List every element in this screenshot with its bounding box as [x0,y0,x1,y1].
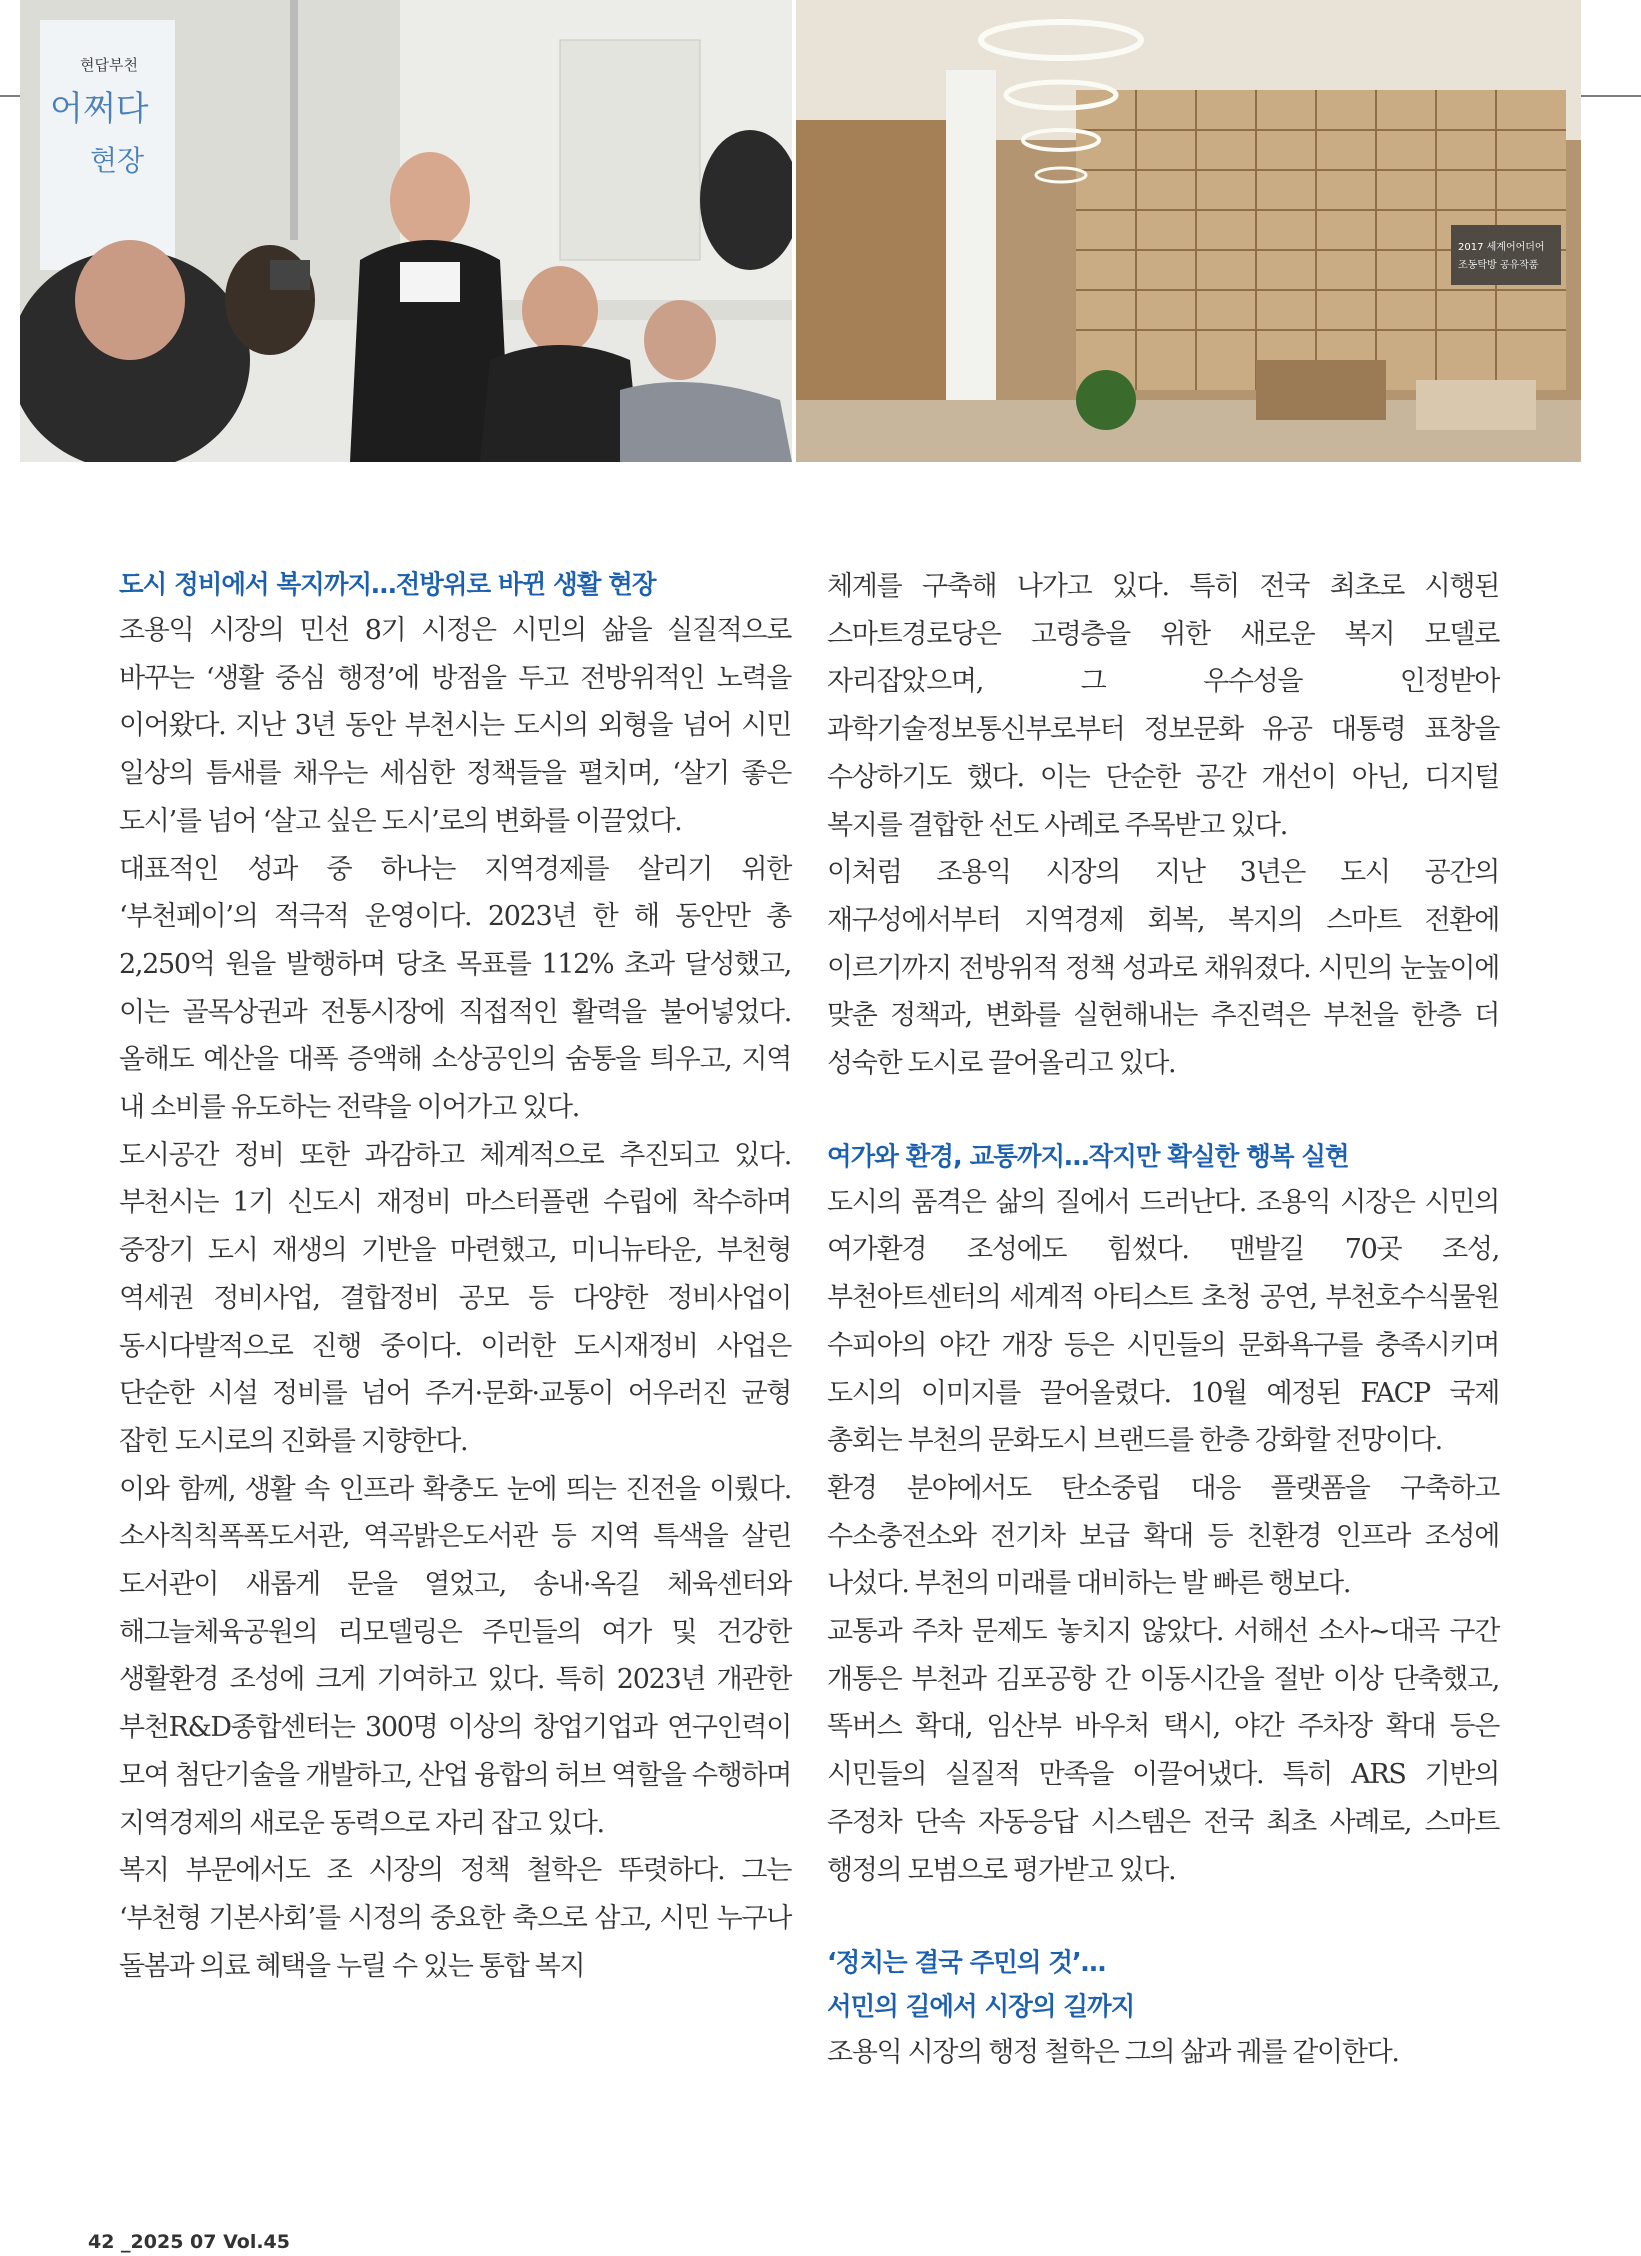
photo-library-illustration [796,0,1581,462]
section-heading-urban-welfare: 도시 정비에서 복지까지…전방위로 바뀐 생활 현장 [119,570,656,600]
photo-mayor-illustration [20,0,792,462]
banner-text-3: 현장 [90,144,145,177]
paragraph-transport: 교통과 주차 문제도 놓치지 않았다. 서해선 소사~대곡 구간 개통은 부천과 김포공항 간 이동시간을 절반 이상 단축했고, 똑버스 확대, 임산부 바우처 택시, 야간 주차장 확대 등은 시민들의 실질적 만족을 이끌어냈다. 특히 ARS 기반의 주정차 단속 자동응답 시스템은 전국 최초 사례로, 스마트 행정의 모범으로 평가받고 있다. [827,1616,1499,1886]
photo-library-interior [796,0,1581,462]
section-spacer [827,1894,1499,1941]
photo-mayor-with-citizens [20,0,792,462]
library-banner-line1: 2017 세계어어더어 [1458,242,1545,253]
article-column-right [827,563,1499,2077]
paragraph-environment: 환경 분야에서도 탄소중립 대응 플랫폼을 구축하고 수소충전소와 전기차 보급 확대 등 친환경 인프라 조성에 나섰다. 부천의 미래를 대비하는 발 빠른 행보다. [827,1472,1499,1600]
banner-text-2: 어쩌다 [50,89,149,129]
article-column-left [119,563,791,1990]
banner-text-1: 현답부천 [80,56,138,74]
paragraph-intro: 조용익 시장의 민선 8기 시정은 시민의 삶을 실질적으로 바꾸는 ‘생활 중심 행정’에 방점을 두고 전방위적인 노력을 이어왔다. 지난 3년 동안 부천시는 도시의 외형을 넘어 시민 일상의 틈새를 채우는 세심한 정책들을 펼치며, ‘살기 좋은 도시’를 넘어 ‘살고 싶은 도시’로의 변화를 이끌었다. [119,615,791,837]
library-banner-line2: 조동탁방 공유작품 [1458,260,1539,271]
section-heading-politics-line1: ‘정치는 결국 주민의 것’… [827,1948,1106,1979]
paragraph-bucheon-pay: 대표적인 성과 중 하나는 지역경제를 살리기 위한 ‘부천페이’의 적극적 운영이다. 2023년 한 해 동안만 총 2,250억 원을 발행하며 당초 목표를 112% 초과 달성했고, 이는 골목상권과 전통시장에 직접적인 활력을 불어넣었다. 올해도 예산을 대폭 증액해 소상공인의 숨통을 틔우고, 지역 내 소비를 유도하는 전략을 이어가고 있다. [119,853,791,1124]
section-heading-leisure-environment: 여가와 환경, 교통까지…작지만 확실한 행복 실현 [827,1141,1349,1172]
paragraph-welfare-start: 복지 부문에서도 조 시장의 정책 철학은 뚜렷하다. 그는 ‘부천형 기본사회’를 시정의 중요한 축으로 삼고, 시민 누구나 돌봄과 의료 혜택을 누릴 수 있는 통합 복지 [119,1855,791,1982]
page-footer: 42 _2025 07 Vol.45 [88,2231,290,2253]
paragraph-three-year-summary: 이처럼 조용익 시장의 지난 3년은 도시 공간의 재구성에서부터 지역경제 회복, 복지의 스마트 전환에 이르기까지 전방위적 정책 성과로 채워졌다. 시민의 눈높이에 맞춘 정책과, 변화를 실현해내는 추진력은 부천을 한층 더 성숙한 도시로 끌어올리고 있다. [827,857,1499,1080]
paragraph-leisure: 도시의 품격은 삶의 질에서 드러난다. 조용익 시장은 시민의 여가환경 조성에도 힘썼다. 맨발길 70곳 조성, 부천아트센터의 세계적 아티스트 초청 공연, 부천호수식물원 수피아의 야간 개장 등은 시민들의 문화욕구를 충족시키며 도시의 이미지를 끌어올렸다. 10월 예정된 FACP 국제 총회는 부천의 문화도시 브랜드를 한층 강화할 전망이다. [827,1186,1499,1457]
header-rule-left [0,95,20,97]
section-heading-politics-line2: 서민의 길에서 시장의 길까지 [827,1992,1135,2023]
header-rule-right [1577,95,1641,97]
paragraph-infrastructure: 이와 함께, 생활 속 인프라 확충도 눈에 띄는 진전을 이뤘다. 소사칙칙폭폭도서관, 역곡밝은도서관 등 지역 특색을 살린 도서관이 새롭게 문을 열었고, 송내·옥길 체육센터와 해그늘체육공원의 리모델링은 주민들의 여가 및 건강한 생활환경 조성에 크게 기여하고 있다. 특히 2023년 개관한 부천R&D종합센터는 300명 이상의 창업기업과 연구인력이 모여 첨단기술을 개발하고, 산업 융합의 허브 역할을 수행하며 지역경제의 새로운 동력으로 자리 잡고 있다. [119,1473,791,1839]
section-spacer [827,1088,1499,1135]
paragraph-urban-renewal: 도시공간 정비 또한 과감하고 체계적으로 추진되고 있다. 부천시는 1기 신도시 재정비 마스터플랜 수립에 착수하며 중장기 도시 재생의 기반을 마련했고, 미니뉴타운, 부천형 역세권 정비사업, 결합정비 공모 등 다양한 정비사업이 동시다발적으로 진행 중이다. 이러한 도시재정비 사업은 단순한 시설 정비를 넘어 주거·문화·교통이 어우러진 균형 잡힌 도시로의 진화를 지향한다. [119,1139,791,1457]
paragraph-philosophy: 조용익 시장의 행정 철학은 그의 삶과 궤를 같이한다. [827,2037,1399,2069]
paragraph-welfare-continued: 체계를 구축해 나가고 있다. 특히 전국 최초로 시행된 스마트경로당은 고령층을 위한 새로운 복지 모델로 자리잡았으며, 그 우수성을 인정받아 과학기술정보통신부로부터 정보문화 유공 대통령 표창을 수상하기도 했다. 이는 단순한 공간 개선이 아닌, 디지털 복지를 결합한 선도 사례로 주목받고 있다. [827,571,1499,841]
